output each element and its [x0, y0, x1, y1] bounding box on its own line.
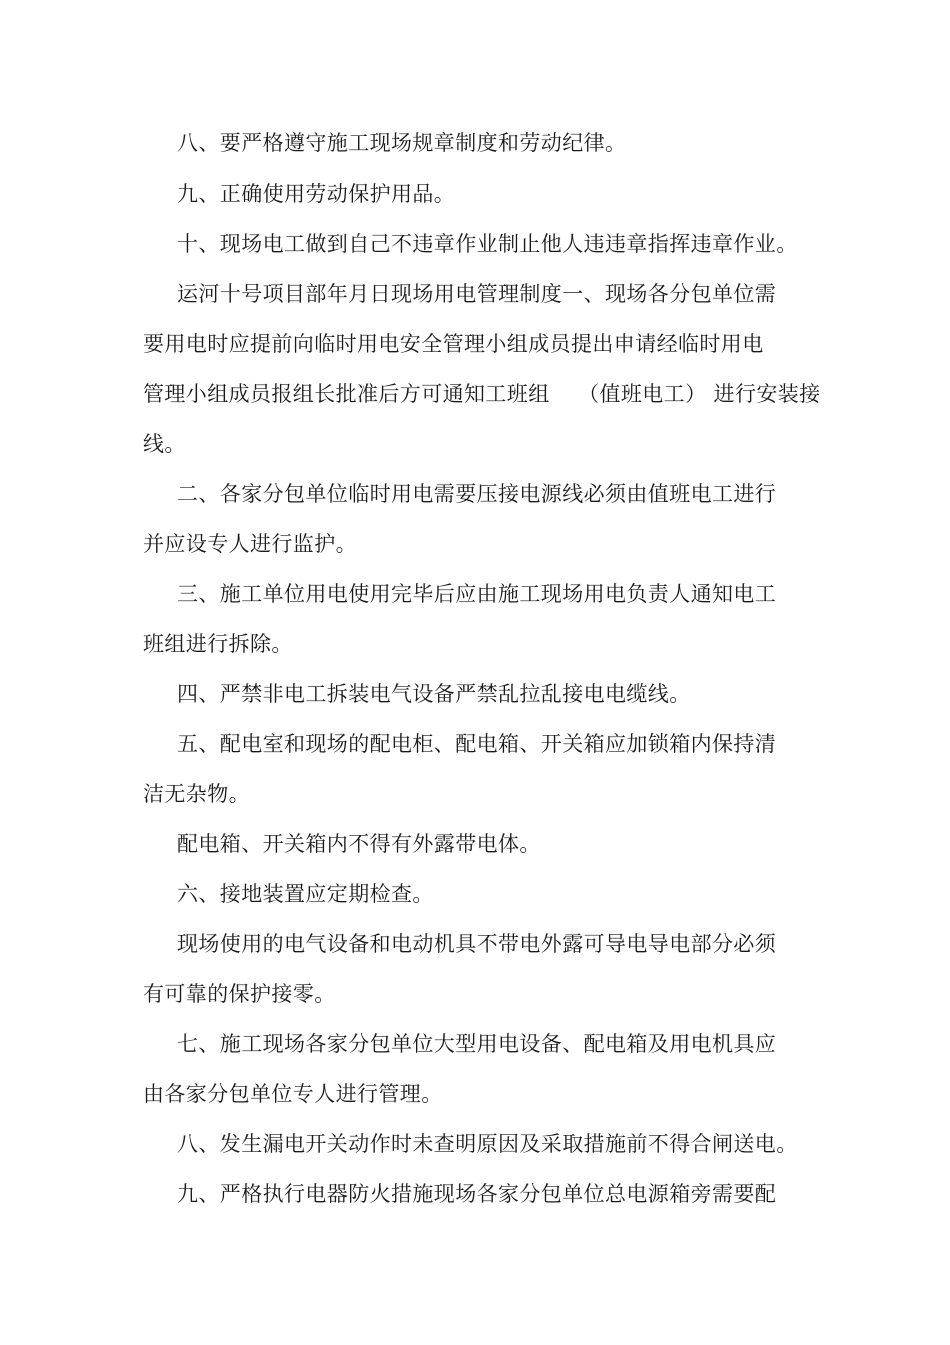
paragraph-line: 八、发生漏电开关动作时未查明原因及采取措施前不得合闸送电。 [177, 1132, 798, 1156]
paragraph-line: 并应设专人进行监护。 [143, 532, 357, 556]
paragraph-line: 四、严禁非电工拆装电气设备严禁乱拉乱接电电缆线。 [177, 682, 691, 706]
paragraph-line: 三、施工单位用电使用完毕后应由施工现场用电负责人通知电工 [177, 582, 777, 606]
paragraph-line: 洁无杂物。 [143, 782, 250, 806]
paragraph-line: 八、要严格遵守施工现场规章制度和劳动纪律。 [177, 131, 627, 155]
paragraph-line: 九、正确使用劳动保护用品。 [177, 182, 456, 206]
paragraph-line: 管理小组成员报组长批准后方可通知工班组 （值班电工） 进行安装接 [143, 382, 821, 406]
paragraph-line: 线。 [143, 432, 186, 456]
paragraph-line: 有可靠的保护接零。 [143, 982, 336, 1006]
paragraph-line: 由各家分包单位专人进行管理。 [143, 1082, 443, 1106]
paragraph-line: 运河十号项目部年月日现场用电管理制度一、现场各分包单位需 [177, 282, 777, 306]
paragraph-line: 要用电时应提前向临时用电安全管理小组成员提出申请经临时用电 [143, 332, 764, 356]
paragraph-line: 六、接地装置应定期检查。 [177, 882, 434, 906]
paragraph-line: 五、配电室和现场的配电柜、配电箱、开关箱应加锁箱内保持清 [177, 732, 777, 756]
paragraph-line: 配电箱、开关箱内不得有外露带电体。 [177, 832, 541, 856]
paragraph-line: 班组进行拆除。 [143, 632, 293, 656]
paragraph-line: 九、严格执行电器防火措施现场各家分包单位总电源箱旁需要配 [177, 1182, 777, 1206]
paragraph-line: 二、各家分包单位临时用电需要压接电源线必须由值班电工进行 [177, 482, 777, 506]
paragraph-line: 现场使用的电气设备和电动机具不带电外露可导电导电部分必须 [177, 932, 777, 956]
paragraph-line: 十、现场电工做到自己不违章作业制止他人违违章指挥违章作业。 [177, 232, 798, 256]
paragraph-line: 七、施工现场各家分包单位大型用电设备、配电箱及用电机具应 [177, 1032, 777, 1056]
